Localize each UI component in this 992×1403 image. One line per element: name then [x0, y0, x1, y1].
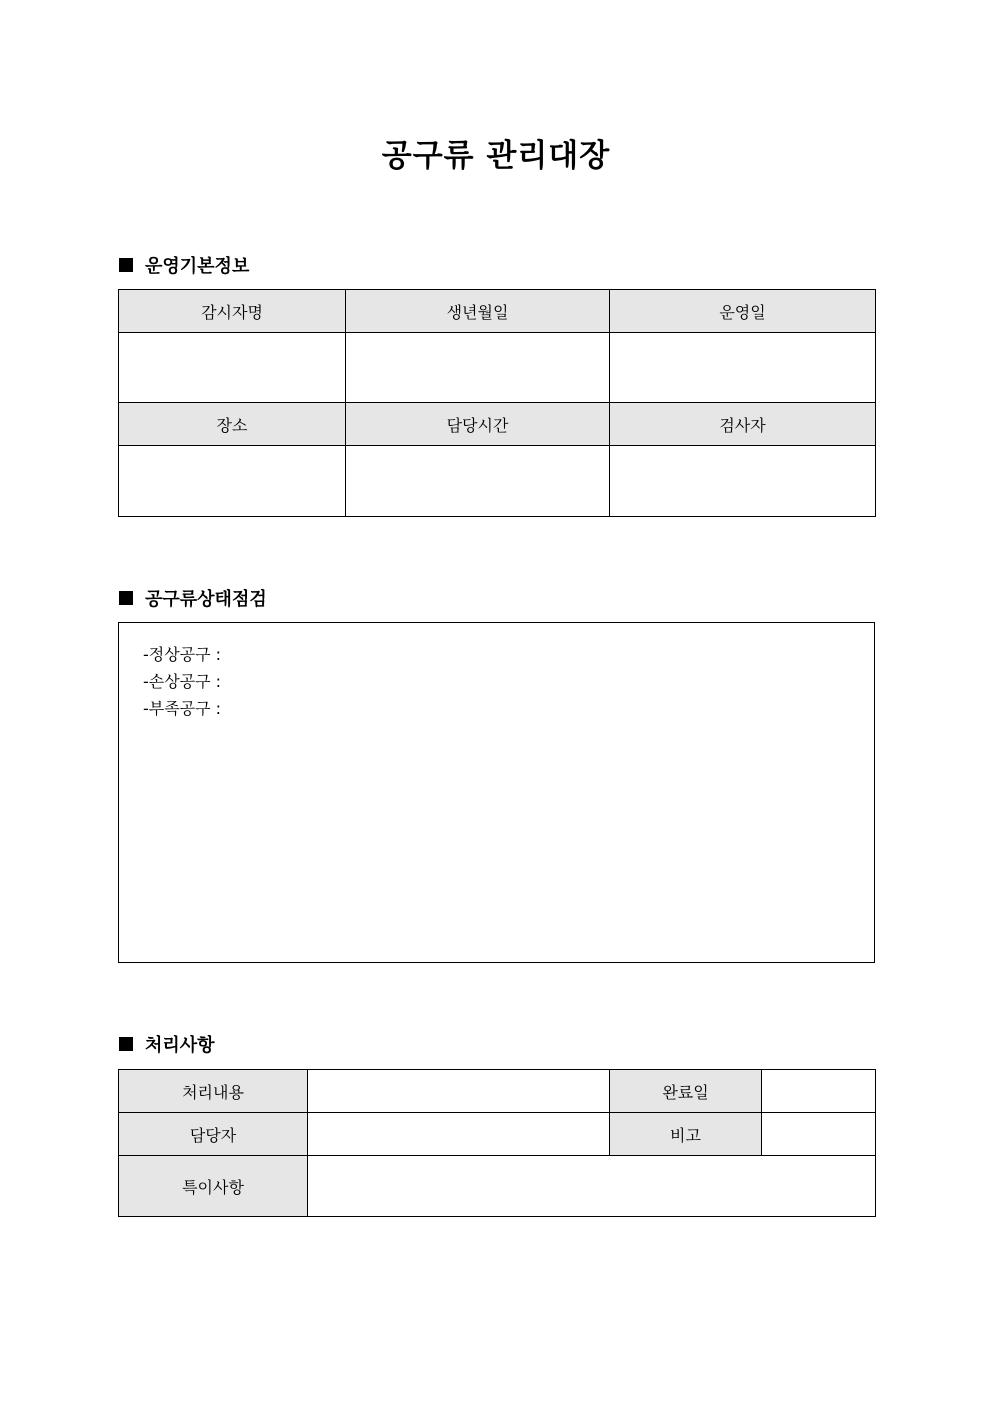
basic-info-table: [118, 289, 876, 517]
content-label: 처리내용: [119, 1070, 308, 1113]
missing-tools-line: -부족공구 :: [143, 699, 222, 718]
square-bullet-icon: [119, 591, 133, 605]
inspector-name-field[interactable]: [119, 333, 346, 403]
page-title: 공구류 관리대장: [381, 138, 611, 174]
manager-label: 담당자: [119, 1113, 308, 1156]
birth-date-field[interactable]: [346, 333, 610, 403]
table-header-row: [119, 403, 876, 446]
header-cell-examiner: 검사자: [610, 403, 876, 446]
square-bullet-icon: [119, 258, 133, 272]
note-field[interactable]: [762, 1113, 876, 1156]
section-heading-basic-info: [119, 252, 249, 278]
examiner-field[interactable]: [610, 446, 876, 517]
table-row: [119, 333, 876, 403]
square-bullet-icon: [119, 1037, 133, 1051]
handling-table: [118, 1069, 876, 1217]
special-notes-field[interactable]: [308, 1156, 876, 1217]
table-row: [119, 1156, 876, 1217]
table-row: [119, 1070, 876, 1113]
manager-field[interactable]: [308, 1113, 610, 1156]
normal-tools-line: -정상공구 :: [143, 645, 222, 664]
time-in-charge-field[interactable]: [346, 446, 610, 517]
header-cell-operation-date: 운영일: [610, 290, 876, 333]
header-cell-birth-date: 생년월일: [346, 290, 610, 333]
header-cell-time-in-charge: 담당시간: [346, 403, 610, 446]
header-cell-inspector-name: 감시자명: [119, 290, 346, 333]
location-field[interactable]: [119, 446, 346, 517]
section-heading-tool-check: [119, 585, 267, 611]
content-field[interactable]: [308, 1070, 610, 1113]
section-heading-label: 운영기본정보: [145, 256, 250, 277]
section-heading-handling: [119, 1031, 215, 1057]
section-heading-label: 공구류상태점검: [145, 589, 267, 610]
section-heading-label: 처리사항: [145, 1035, 215, 1056]
tool-status-box[interactable]: [118, 622, 875, 963]
table-header-row: [119, 290, 876, 333]
table-row: [119, 446, 876, 517]
complete-date-label: 완료일: [610, 1070, 762, 1113]
operation-date-field[interactable]: [610, 333, 876, 403]
damaged-tools-line: -손상공구 :: [143, 672, 222, 691]
note-label: 비고: [610, 1113, 762, 1156]
header-cell-location: 장소: [119, 403, 346, 446]
special-notes-label: 특이사항: [119, 1156, 308, 1217]
complete-date-field[interactable]: [762, 1070, 876, 1113]
table-row: [119, 1113, 876, 1156]
